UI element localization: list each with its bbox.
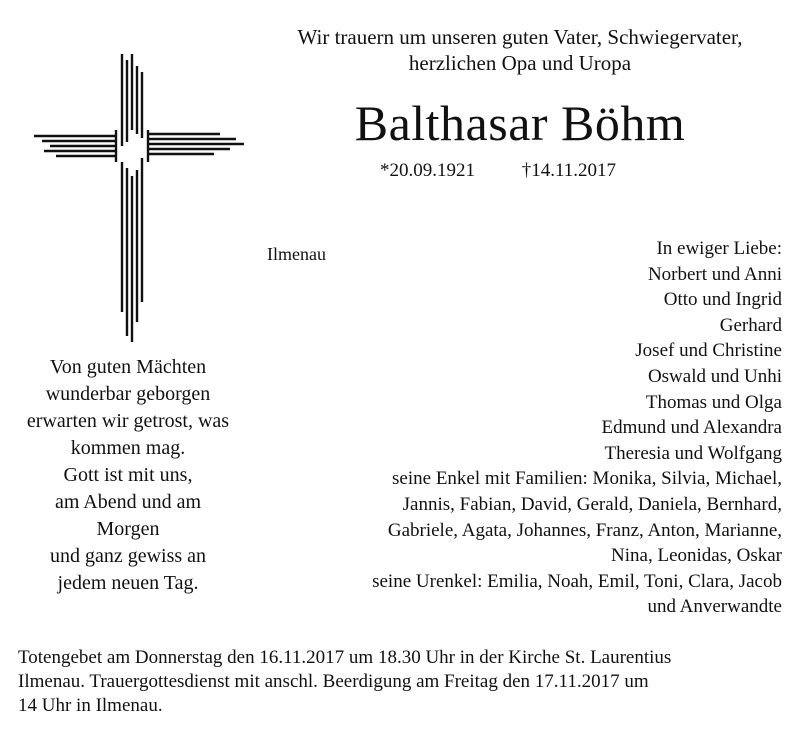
mourners-line: seine Urenkel: Emilia, Noah, Emil, Toni, Clara, Jacob (372, 570, 782, 592)
place-name: Ilmenau (267, 244, 326, 264)
service-line: Ilmenau. Trauergottesdienst mit anschl. Beerdigung am Freitag den 17.11.2017 um (18, 671, 649, 692)
mourners-line: Thomas und Olga (645, 391, 782, 413)
mourners-line: Oswald und Unhi (647, 365, 782, 387)
birth-date: *20.09.1921 (380, 160, 475, 181)
service-line: 14 Uhr in Ilmenau. (18, 695, 163, 716)
mourners-line: Gerhard (719, 314, 782, 336)
cross-icon (30, 50, 250, 344)
verse-line: Von guten Mächten (49, 356, 207, 378)
service-details (18, 646, 788, 718)
service-line: Totengebet am Donnerstag den 16.11.2017 um 18.30 Uhr in der Kirche St. Laurentius (18, 647, 672, 668)
verse-text (0, 354, 256, 597)
mourners-line: Otto und Ingrid (663, 289, 782, 311)
mourners-line: Josef und Christine (635, 340, 782, 362)
mourners-line: Norbert und Anni (647, 263, 782, 285)
mourners-line: Gabriele, Agata, Johannes, Franz, Anton, Marianne, (387, 519, 782, 541)
life-dates (380, 158, 680, 184)
death-date: †14.11.2017 (521, 160, 617, 181)
mourners-line: Jannis, Fabian, David, Gerald, Daniela, Bernhard, (402, 493, 782, 515)
verse-line: Gott ist mit uns, (63, 464, 193, 486)
verse-line: jedem neuen Tag. (57, 572, 199, 594)
verse-line: wunderbar geborgen (45, 383, 211, 405)
verse-line: erwarten wir getrost, was (26, 410, 230, 432)
verse-line: am Abend und am (54, 491, 202, 513)
verse-line: kommen mag. (70, 437, 186, 459)
intro-text (240, 24, 800, 76)
mourners-line: und Anverwandte (647, 596, 782, 618)
mourners-line: In ewiger Liebe: (656, 238, 782, 259)
verse-line: und ganz gewiss an (49, 545, 207, 567)
intro-line: herzlichen Opa und Uropa (408, 51, 632, 75)
intro-line: Wir trauern um unseren guten Vater, Schwiegervater, (297, 25, 743, 49)
mourners-line: seine Enkel mit Familien: Monika, Silvia, Michael, (392, 468, 782, 490)
verse-line: Morgen (96, 518, 160, 540)
mourners-line: Nina, Leonidas, Oskar (611, 545, 782, 567)
deceased-name: Balthasar Böhm (354, 95, 686, 151)
mourners-line: Edmund und Alexandra (601, 417, 782, 439)
mourners-line: Theresia und Wolfgang (604, 442, 782, 464)
mourners-list (262, 236, 782, 620)
